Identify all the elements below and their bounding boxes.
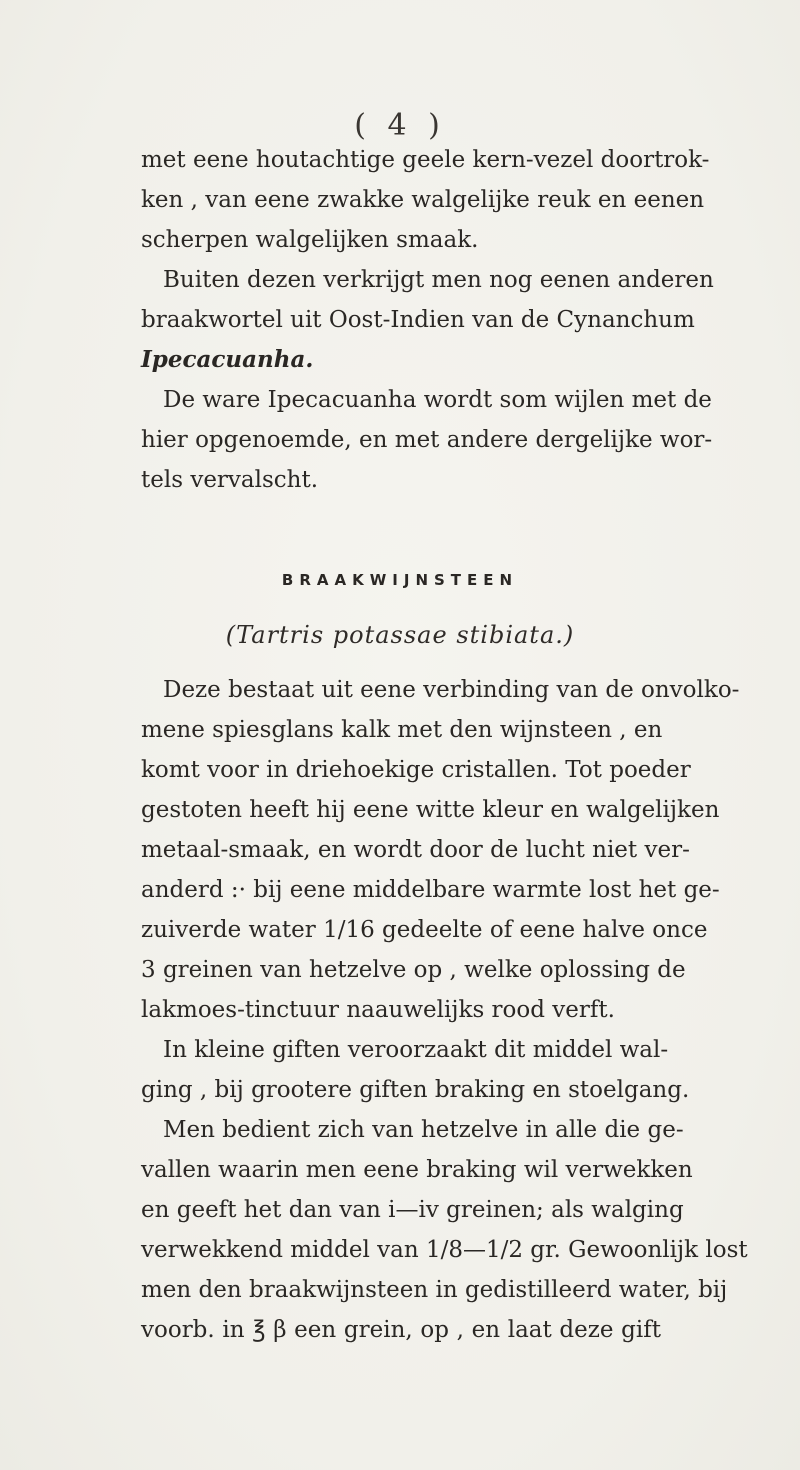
text-line: en geeft het dan van i—iv greinen; als walging [141, 1197, 684, 1223]
text-line: Buiten dezen verkrijgt men nog eenen anderen [163, 267, 714, 293]
text-line: ken , van eene zwakke walgelijke reuk en eenen [141, 187, 705, 213]
page-number: ( 4 ) [354, 108, 446, 143]
text-line: gestoten heeft hij eene witte kleur en walgelijken [141, 797, 720, 823]
text-line: hier opgenoemde, en met andere dergelijke wor- [141, 427, 713, 453]
text-line: lakmoes-tinctuur naauwelijks rood verft. [141, 997, 615, 1023]
text-line: mene spiesglans kalk met den wijnsteen , en [141, 717, 663, 743]
text-line: scherpen walgelijken smaak. [141, 227, 479, 253]
section-heading: BRAAKWIJNSTEEN [281, 571, 519, 589]
text-line: met eene houtachtige geele kern-vezel doortrok- [141, 147, 710, 173]
text-line: ging , bij grootere giften braking en stoelgang. [141, 1077, 690, 1103]
text-line: tels vervalscht. [141, 467, 319, 493]
text-line: In kleine giften veroorzaakt dit middel wal- [163, 1037, 669, 1063]
paragraph-group-1 [141, 140, 714, 500]
text-line: zuiverde water 1/16 gedeelte of eene halve once [141, 917, 708, 943]
paragraph-group-2 [141, 670, 748, 1350]
section-subheading: (Tartris potassae stibiata.) [225, 621, 575, 649]
text-line: komt voor in driehoekige cristallen. Tot poeder [141, 757, 691, 783]
text-line: voorb. in ℥ β een grein, op , en laat deze gift [141, 1317, 661, 1343]
text-line: metaal-smaak, en wordt door de lucht niet ver- [141, 837, 690, 863]
text-line: anderd :· bij eene middelbare warmte lost het ge- [141, 877, 720, 903]
text-line: braakwortel uit Oost-Indien van de Cynanchum [141, 307, 695, 333]
text-line: Deze bestaat uit eene verbinding van de onvolko- [163, 677, 740, 703]
text-line: Ipecacuanha. [141, 346, 314, 373]
text-line: Men bedient zich van hetzelve in alle die ge- [163, 1117, 684, 1143]
text-line: vallen waarin men eene braking wil verwekken [141, 1157, 693, 1183]
text-line: men den braakwijnsteen in gedistilleerd water, bij [141, 1277, 728, 1303]
text-line: verwekkend middel van 1/8—1/2 gr. Gewoonlijk lost [141, 1237, 748, 1263]
text-line: 3 greinen van hetzelve op , welke oplossing de [141, 957, 686, 983]
text-line: De ware Ipecacuanha wordt som wijlen met de [163, 387, 712, 413]
